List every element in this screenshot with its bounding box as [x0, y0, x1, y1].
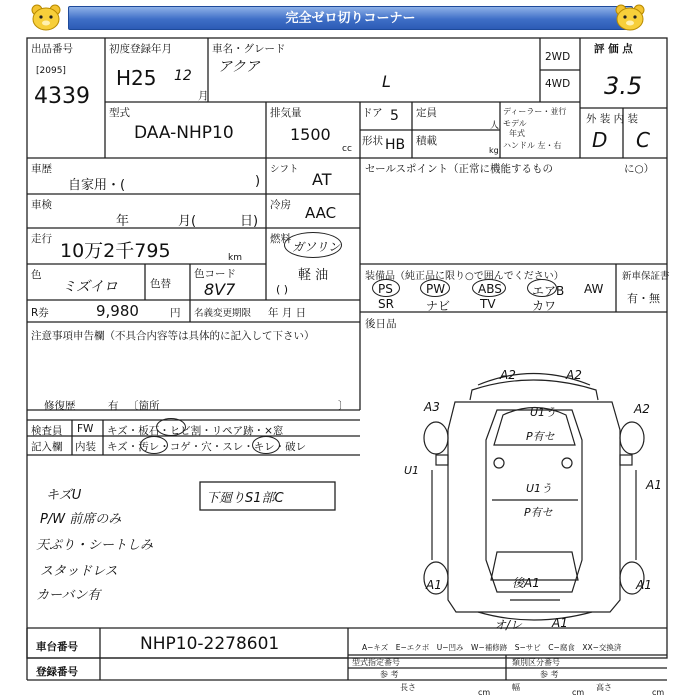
- displacement-unit: cc: [342, 144, 352, 154]
- color-value: ミズイロ: [62, 279, 118, 295]
- hand-note: カーバン有: [36, 588, 101, 603]
- first-registration-label: 初度登録年月: [109, 43, 172, 55]
- car-name-value: アクア: [218, 59, 260, 75]
- damage-mark: P有セ: [524, 506, 553, 519]
- exterior-interior-label: 外 装 内 装: [586, 113, 639, 125]
- sales-point-tail: に○）: [624, 163, 655, 175]
- mileage-unit: km: [228, 253, 242, 263]
- hand-note: キズU: [46, 488, 82, 503]
- doors-value: 5: [390, 108, 399, 124]
- repair-place-label: 〔箇所: [128, 400, 160, 412]
- damage-mark: A1: [552, 616, 568, 630]
- dealer-model: モデル: [503, 119, 527, 128]
- dim-height: 高さ: [596, 683, 612, 692]
- chassis-number: NHP10-2278601: [140, 634, 280, 654]
- history-close: ): [255, 174, 261, 189]
- dim-unit-1: cm: [478, 688, 491, 697]
- equipment-pw: PW: [426, 282, 446, 296]
- damage-mark: U1: [404, 464, 420, 477]
- color-code-label: 色コード: [194, 268, 236, 280]
- recycle-label: R券: [31, 307, 49, 319]
- equipment-aw: AW: [584, 282, 604, 296]
- lot-label: 出品番号: [31, 43, 73, 55]
- inspector-label: 検査員: [31, 425, 63, 437]
- damage-mark: A2: [566, 368, 582, 382]
- month-suffix: 月: [198, 90, 209, 102]
- first-registration-year: H25: [116, 66, 157, 90]
- score-label: 評 価 点: [594, 43, 633, 55]
- equipment-label: 装備品（純正品に限り○で囲んでください）: [365, 271, 564, 282]
- ac-label: 冷房: [270, 199, 291, 211]
- inspection-year: 年: [116, 214, 130, 229]
- inspection-month: 月(: [178, 214, 197, 229]
- hand-note: スタッドレス: [40, 564, 118, 579]
- equipment-tv: TV: [480, 297, 496, 311]
- model-value: DAA-NHP10: [134, 123, 234, 143]
- dealer-year: 年式: [509, 129, 525, 138]
- damage-mark: A2: [500, 368, 516, 382]
- lot-number: 4339: [34, 84, 90, 109]
- drive-2wd: 2WD: [545, 51, 571, 63]
- equipment-airbag: エアB: [532, 284, 565, 298]
- after-items-label: 後日品: [365, 318, 397, 330]
- damage-mark: A1: [636, 578, 652, 592]
- dim-unit-2: cm: [572, 688, 585, 697]
- score-value: 3.5: [604, 72, 643, 100]
- dim-unit-3: cm: [652, 688, 665, 697]
- shift-value: AT: [312, 170, 332, 189]
- dim-length: 長さ: [400, 683, 416, 692]
- inspection-day: 日): [240, 214, 259, 229]
- title-change-label: 名義変更期限: [194, 308, 252, 319]
- type-approval-sub: 参 考: [380, 670, 399, 679]
- fuel-other: ( ): [276, 283, 289, 296]
- damage-mark: A2: [634, 402, 650, 416]
- ac-value: AAC: [305, 204, 337, 222]
- shift-label: シフト: [270, 164, 299, 175]
- fuel-gasoline: ガソリン: [292, 240, 341, 254]
- recycle-unit: 円: [170, 307, 181, 319]
- history-label: 車歴: [31, 163, 52, 175]
- hand-note: P/W 前席のみ: [40, 512, 122, 527]
- capacity-unit: 人: [490, 121, 500, 131]
- shape-label: 形状: [362, 135, 383, 147]
- equipment-navi: ナビ: [426, 299, 451, 313]
- class-number-sub: 参 考: [540, 670, 559, 679]
- damage-legend: A−キズ E−エクボ U−凹み W−補修跡 S−サビ C−腐食 XX−交換済: [362, 643, 622, 652]
- title-change-values: 年 月 日: [268, 307, 307, 319]
- equipment-sr: SR: [378, 297, 394, 311]
- warranty-label: 新車保証書: [622, 271, 670, 282]
- displacement-value: 1500: [290, 125, 331, 144]
- mileage-label: 走行: [31, 233, 52, 245]
- dealer-handle: ハンドル 左・右: [503, 141, 562, 150]
- interior-label: 内装: [75, 441, 96, 453]
- warranty-value: 有・無: [627, 292, 660, 305]
- color-change-label: 色替: [150, 278, 171, 290]
- fuel-label: 燃料: [270, 233, 291, 245]
- equipment-ps: PS: [378, 282, 393, 296]
- damage-mark: A1: [646, 478, 662, 492]
- doors-label: ドア: [362, 107, 383, 119]
- damage-mark: U1う: [530, 406, 557, 419]
- damage-mark: P有セ: [526, 430, 555, 443]
- load-label: 積載: [416, 135, 437, 147]
- inspection-label: 車検: [31, 199, 52, 211]
- sales-point-label: セールスポイント（正常に機能するもの: [365, 163, 554, 175]
- repair-history-label: 修復歴: [44, 400, 76, 412]
- damage-mark: 後A1: [512, 576, 540, 590]
- exterior-grade: D: [592, 128, 608, 152]
- car-grade-value: L: [382, 72, 391, 91]
- car-name-label: 車名・グレード: [212, 43, 286, 55]
- first-registration-month: 12: [174, 68, 192, 84]
- load-unit: kg: [489, 146, 499, 155]
- fuel-diesel: 軽 油: [298, 268, 329, 283]
- color-label: 色: [31, 269, 42, 281]
- equipment-abs: ABS: [478, 282, 502, 296]
- repair-history-value: 有: [108, 400, 119, 412]
- damage-mark: オ/レ: [494, 618, 523, 632]
- page-title: 完全ゼロ切りコーナー: [68, 6, 633, 30]
- hand-note-box: 下廻りS1部C: [206, 491, 284, 506]
- damage-mark: A1: [426, 578, 442, 592]
- hand-note: 天ぷり・シートしみ: [36, 538, 154, 553]
- model-label: 型式: [109, 107, 130, 119]
- fw-items: キズ・板石・ヒビ割・リペア跡・×窓: [107, 425, 284, 437]
- interior-items: キズ・汚レ・コゲ・穴・スレ・キレ・破レ: [107, 441, 307, 453]
- color-code-value: 8V7: [204, 280, 236, 299]
- dim-width: 幅: [512, 683, 520, 692]
- mileage-value: 10万2千795: [60, 240, 171, 262]
- damage-mark: A3: [424, 400, 440, 414]
- inspector-entry-label: 記入欄: [31, 441, 63, 453]
- repair-place-close: 〕: [338, 400, 349, 412]
- class-number-label: 類別区分番号: [512, 658, 560, 667]
- dealer-parallel: ディーラー・並行: [503, 107, 567, 116]
- drive-4wd: 4WD: [545, 78, 571, 90]
- fw-label: FW: [77, 423, 94, 435]
- interior-grade: C: [636, 128, 650, 152]
- notes-label: 注意事項申告欄（不具合内容等は具体的に記入して下さい）: [31, 330, 315, 342]
- chassis-label: 車台番号: [36, 641, 78, 653]
- history-value: 自家用・(: [68, 178, 126, 193]
- registration-label: 登録番号: [36, 666, 78, 678]
- shape-value: HB: [385, 137, 406, 153]
- displacement-label: 排気量: [270, 107, 302, 119]
- lot-sub-number: [2095]: [36, 66, 66, 76]
- capacity-label: 定員: [416, 107, 437, 119]
- equipment-leather: カワ: [532, 299, 557, 313]
- recycle-value: 9,980: [96, 302, 139, 320]
- type-approval-label: 型式指定番号: [352, 658, 400, 667]
- damage-mark: U1う: [526, 482, 553, 495]
